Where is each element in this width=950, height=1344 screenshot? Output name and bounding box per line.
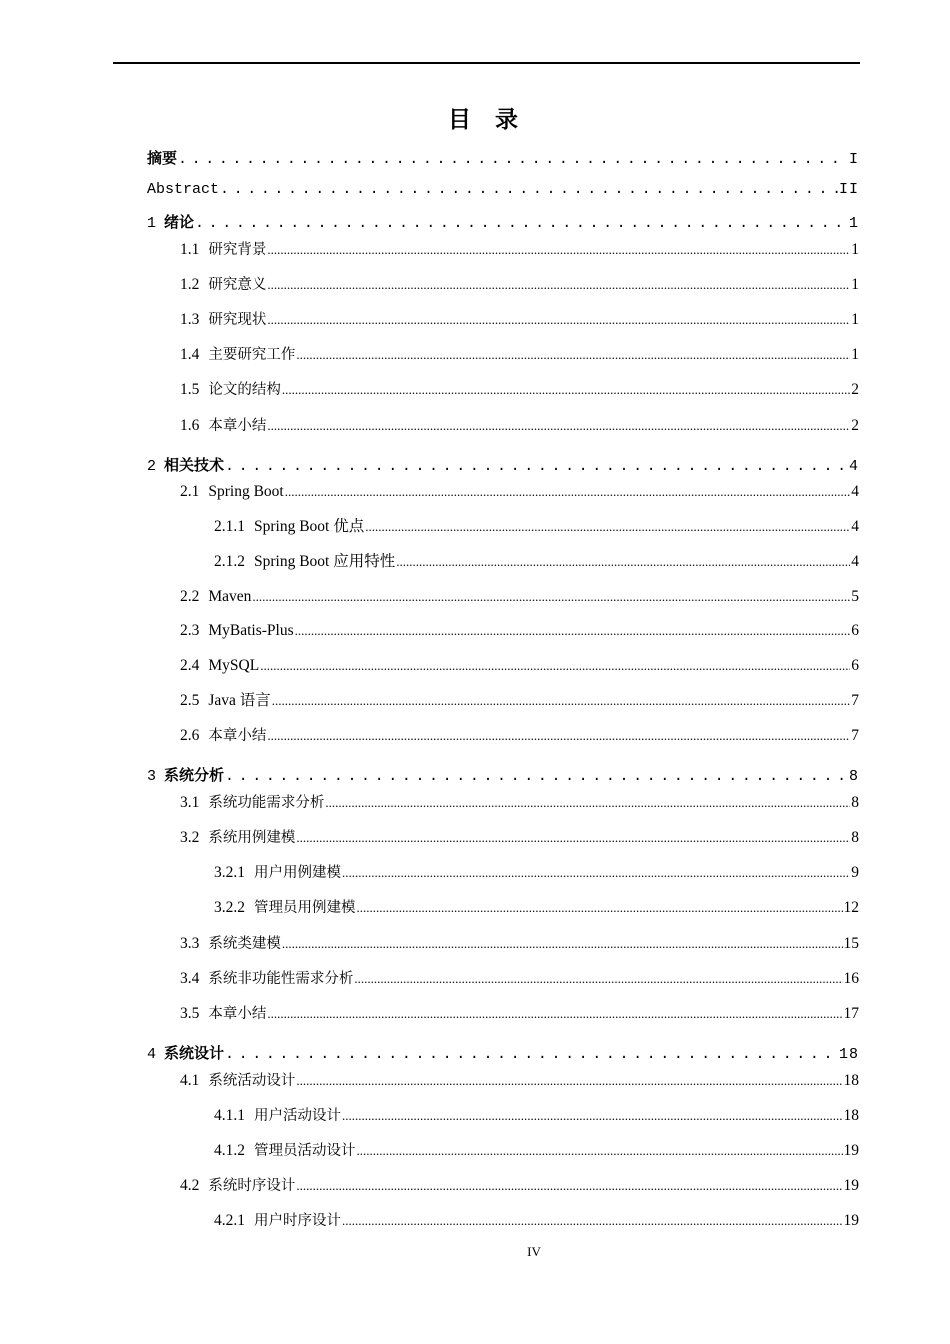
toc-dot-leader (225, 764, 848, 790)
toc-dot-leader (296, 825, 850, 851)
toc-entry-label: 论文的结构 (208, 382, 281, 398)
toc-entry[interactable] (180, 653, 859, 679)
toc-entry-label: 系统类建模 (208, 936, 281, 952)
toc-entry[interactable] (180, 237, 859, 263)
toc-entry[interactable] (180, 377, 859, 403)
toc-entry[interactable] (214, 895, 859, 921)
toc-entry[interactable] (214, 1208, 859, 1234)
toc-entry-label: MySQL (208, 657, 260, 674)
toc-entry-label: 用户活动设计 (254, 1108, 341, 1124)
toc-entry-label: 主要研究工作 (208, 347, 296, 363)
toc-entry-page-number: 7 (851, 692, 859, 709)
toc-entry-label: Spring Boot 优点 (254, 518, 365, 535)
toc-entry[interactable] (147, 762, 859, 788)
toc-entry-label: Spring Boot (208, 483, 284, 500)
toc-entry-label: Spring Boot 应用特性 (254, 553, 396, 570)
toc-entry-label: 系统用例建模 (208, 830, 296, 846)
toc-entry-page-number: 8 (851, 794, 859, 811)
toc-entry[interactable] (180, 272, 859, 298)
toc-entry-label: 相关技术 (164, 456, 225, 474)
toc-entry-number: 2.1.2 (214, 553, 245, 570)
toc-entry[interactable] (180, 825, 859, 851)
toc-dot-leader (195, 211, 848, 237)
toc-entry-page-number: 19 (843, 1212, 859, 1229)
toc-entry-label: 本章小结 (208, 418, 267, 434)
toc-entry-page-number: 1 (848, 215, 859, 232)
toc-entry[interactable] (214, 860, 859, 886)
toc-entry-number: 3.1 (180, 794, 200, 811)
toc-entry-number: 4.1.1 (214, 1107, 245, 1124)
toc-entry[interactable] (180, 1173, 859, 1199)
toc-entry-page-number: 15 (843, 935, 859, 952)
toc-dot-leader (295, 618, 851, 644)
toc-dot-leader (267, 1001, 842, 1027)
toc-entry-number: 2.1.1 (214, 518, 245, 535)
toc-dot-leader (296, 342, 850, 368)
toc-entry-number: 2.1 (180, 483, 200, 500)
toc-entry-label: 用户用例建模 (254, 865, 341, 881)
toc-entry-page-number: 5 (851, 588, 859, 605)
toc-entry-label: Maven (208, 588, 252, 605)
toc-dot-leader (357, 1138, 843, 1164)
toc-entry[interactable] (214, 1138, 859, 1164)
toc-entry-page-number: 1 (851, 311, 859, 328)
toc-entry-number: 2.5 (180, 692, 200, 709)
toc-entry-number: 4.2.1 (214, 1212, 245, 1229)
toc-entry-number: 1.4 (180, 346, 200, 363)
toc-entry-label: 系统功能需求分析 (208, 795, 325, 811)
toc-dot-leader (325, 790, 850, 816)
toc-entry-page-number: 6 (851, 657, 859, 674)
toc-dot-leader (354, 966, 842, 992)
toc-entry[interactable] (214, 549, 859, 575)
toc-entry-label: 本章小结 (208, 728, 267, 744)
toc-entry-label: Abstract (147, 181, 220, 198)
toc-entry-label: 研究意义 (208, 277, 267, 293)
toc-dot-leader (178, 147, 848, 173)
toc-entry-page-number: 1 (851, 241, 859, 258)
toc-entry[interactable] (180, 584, 859, 610)
toc-entry-number: 3.5 (180, 1005, 200, 1022)
toc-entry-page-number: 4 (851, 518, 859, 535)
toc-dot-leader (342, 860, 850, 886)
toc-entry[interactable] (180, 723, 859, 749)
toc-entry-label: 绪论 (164, 213, 195, 231)
toc-entry-number: 4.1 (180, 1072, 200, 1089)
toc-dot-leader (267, 237, 850, 263)
toc-entry-label: 管理员用例建模 (254, 900, 356, 916)
toc-dot-leader (296, 1068, 842, 1094)
toc-entry[interactable] (180, 688, 859, 714)
toc-dot-leader (342, 1103, 843, 1129)
toc-dot-leader (260, 653, 850, 679)
toc-entry-page-number: 1 (851, 346, 859, 363)
toc-entry-label: 系统时序设计 (208, 1178, 296, 1194)
toc-entry[interactable] (180, 790, 859, 816)
toc-entry-number: 2 (147, 458, 157, 475)
toc-entry-number: 1.2 (180, 276, 200, 293)
toc-entry-label: 系统设计 (164, 1044, 225, 1062)
toc-dot-leader (285, 479, 851, 505)
toc-entry-label: 摘要 (147, 149, 178, 167)
toc-entry-number: 3.2.1 (214, 864, 245, 881)
toc-entry-label: 研究背景 (208, 242, 267, 258)
toc-entry-number: 4.1.2 (214, 1142, 245, 1159)
toc-dot-leader (282, 377, 850, 403)
toc-entry-page-number: 4 (851, 553, 859, 570)
toc-dot-leader (225, 1042, 838, 1068)
toc-entry-number: 2.2 (180, 588, 200, 605)
toc-entry[interactable] (180, 479, 859, 505)
toc-dot-leader (225, 454, 848, 480)
toc-dot-leader (296, 1173, 842, 1199)
toc-entry-label: 系统活动设计 (208, 1073, 296, 1089)
toc-dot-leader (282, 931, 843, 957)
toc-entry-page-number: 8 (848, 768, 859, 785)
toc-dot-leader (342, 1208, 843, 1234)
toc-entry[interactable] (180, 1001, 859, 1027)
toc-dot-leader (272, 688, 850, 714)
toc-entry-label: MyBatis-Plus (208, 622, 294, 639)
toc-entry-number: 1.3 (180, 311, 200, 328)
toc-entry-page-number: 18 (843, 1072, 859, 1089)
toc-dot-leader (267, 307, 850, 333)
toc-entry-page-number: 9 (851, 864, 859, 881)
toc-entry-number: 2.4 (180, 657, 200, 674)
toc-entry-number: 3.3 (180, 935, 200, 952)
toc-entry-label: 管理员活动设计 (254, 1143, 356, 1159)
toc-dot-leader (357, 895, 843, 921)
toc-entry-page-number: 8 (851, 829, 859, 846)
toc-entry[interactable] (180, 966, 859, 992)
toc-entry-page-number: 18 (838, 1046, 859, 1063)
toc-entry[interactable] (180, 342, 859, 368)
toc-dot-leader (267, 723, 850, 749)
toc-entry-label: 系统非功能性需求分析 (208, 971, 354, 987)
toc-entry-page-number: 17 (843, 1005, 859, 1022)
toc-entry-number: 1.6 (180, 417, 200, 434)
toc-entry-page-number: 2 (851, 417, 859, 434)
toc-entry[interactable] (180, 413, 859, 439)
toc-entry[interactable] (214, 514, 859, 540)
toc-entry-page-number: 6 (851, 622, 859, 639)
toc-entry[interactable] (180, 1068, 859, 1094)
toc-entry-page-number: 7 (851, 727, 859, 744)
toc-entry-page-number: 16 (843, 970, 859, 987)
toc-entry-number: 3.2.2 (214, 899, 245, 916)
toc-entry[interactable] (147, 1040, 859, 1066)
toc-entry-number: 1.1 (180, 241, 200, 258)
toc-dot-leader (267, 272, 850, 298)
toc-entry[interactable] (147, 452, 859, 478)
toc-entry-label: 研究现状 (208, 312, 267, 328)
toc-entry[interactable] (180, 618, 859, 644)
toc-entry-number: 3.4 (180, 970, 200, 987)
toc-entry-number: 2.3 (180, 622, 200, 639)
toc-entry[interactable] (147, 209, 859, 235)
toc-entry-page-number: 18 (843, 1107, 859, 1124)
toc-dot-leader (267, 413, 850, 439)
toc-entry-number: 3 (147, 768, 157, 785)
toc-entry-page-number: 19 (843, 1142, 859, 1159)
toc-entry-label: 用户时序设计 (254, 1213, 341, 1229)
toc-entry-number: 1 (147, 215, 157, 232)
toc-entry-number: 4 (147, 1046, 157, 1063)
footer-page-number: IV (527, 1244, 541, 1259)
toc-entry-number: 4.2 (180, 1177, 200, 1194)
toc-entry-page-number: 4 (848, 458, 859, 475)
toc-entry-number: 1.5 (180, 381, 200, 398)
toc-entry[interactable] (214, 1103, 859, 1129)
toc-entry[interactable] (180, 307, 859, 333)
toc-entry-number: 3.2 (180, 829, 200, 846)
toc-entry[interactable] (147, 145, 859, 171)
toc-entry-label: 系统分析 (164, 766, 225, 784)
toc-dot-leader (252, 584, 850, 610)
toc-dot-leader (220, 177, 838, 203)
toc-entry[interactable] (180, 931, 859, 957)
toc-entry[interactable] (147, 177, 859, 203)
toc-entry-page-number: 2 (851, 381, 859, 398)
page-title: 目 录 (447, 107, 526, 133)
toc-dot-leader (365, 514, 850, 540)
toc-entry-page-number: 1 (851, 276, 859, 293)
toc-entry-page-number: 19 (843, 1177, 859, 1194)
toc-entry-page-number: I (848, 151, 859, 168)
toc-entry-page-number: II (838, 181, 859, 198)
toc-entry-label: 本章小结 (208, 1006, 267, 1022)
toc-dot-leader (396, 549, 850, 575)
toc-entry-page-number: 12 (843, 899, 859, 916)
toc-entry-number: 2.6 (180, 727, 200, 744)
toc-entry-label: Java 语言 (208, 692, 271, 709)
toc-entry-page-number: 4 (851, 483, 859, 500)
